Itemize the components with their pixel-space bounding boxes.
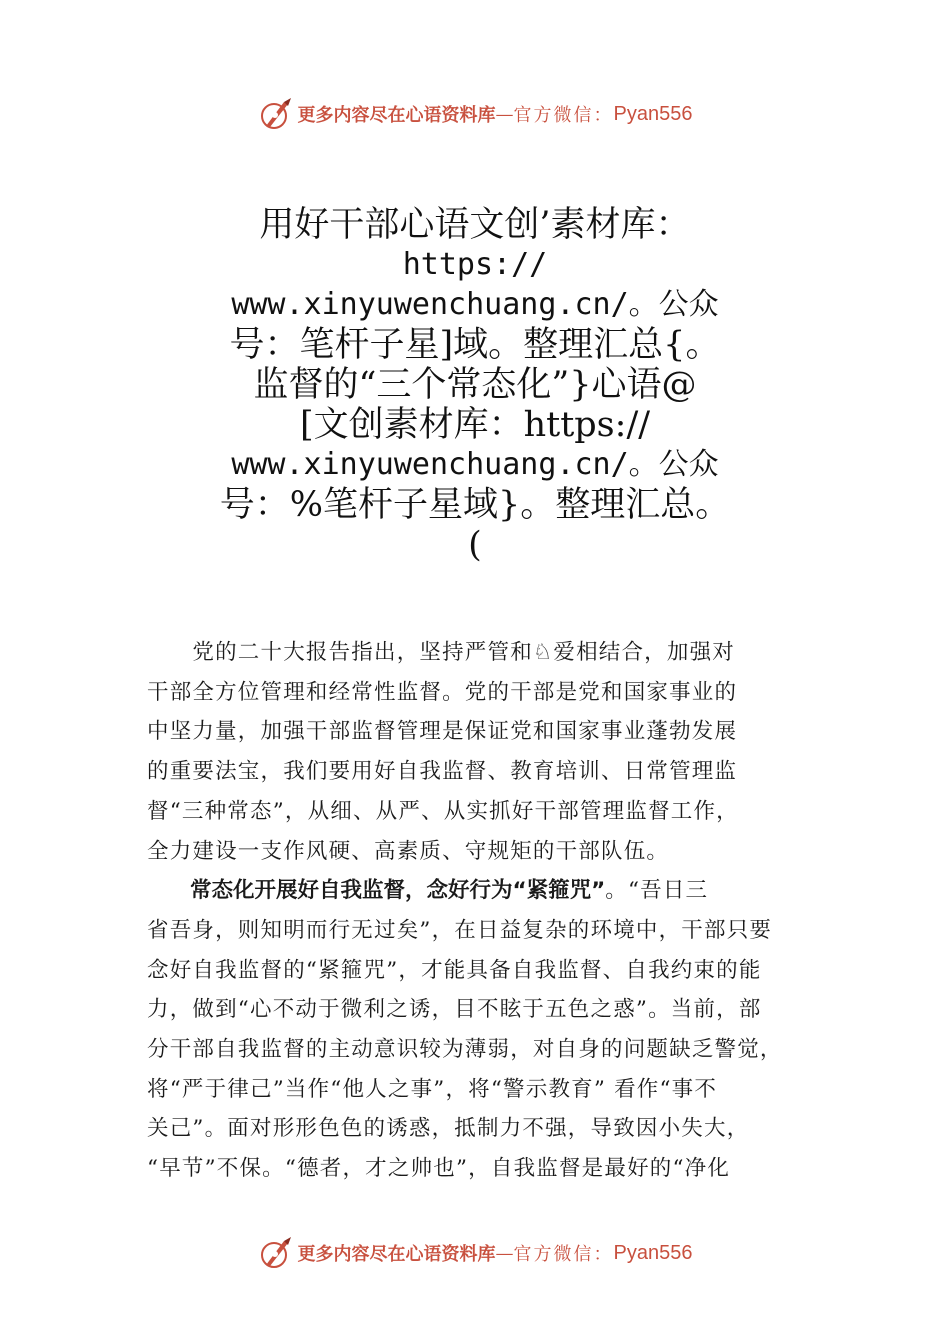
header-banner: [0, 92, 950, 136]
body-line: 党的二十大报告指出，坚持严管和♘爱相结合，加强对: [147, 640, 735, 665]
body-line: 中坚力量，加强干部监督管理是保证党和国家事业蓬勃发展: [147, 719, 738, 745]
footer-banner: [0, 1231, 950, 1275]
body-line: 力，做到“心不动于微利之诱，目不眩于五色之惑”。当前，部: [147, 997, 762, 1023]
body-line: “早节”不保。“德者，才之帅也”，自我监督是最好的“净化: [147, 1156, 731, 1182]
document-body: [147, 633, 817, 1189]
quill-pen-logo-icon: [258, 96, 294, 132]
quill-pen-logo-icon: [258, 1235, 294, 1271]
footer-wechat-id: Pyan556: [613, 1241, 693, 1264]
title-line: [文创素材库：https://: [299, 405, 651, 445]
title-line: www.xinyuwenchuang.cn/。公众: [231, 287, 719, 322]
footer-wechat-label: 官方微信：: [513, 1244, 614, 1265]
title-line: 号：笔杆子星]域。整理汇总{。: [229, 325, 721, 365]
footer-dash: —: [495, 1242, 514, 1264]
body-line: 关己”。面对形形色色的诱惑，抵制力不强，导致因小失大，: [147, 1116, 750, 1142]
footer-brand-text: 更多内容尽在心语资料库: [297, 1244, 496, 1265]
document-title: [170, 205, 780, 565]
title-line: https://: [402, 247, 548, 282]
body-line: 将“严于律己”当作“他人之事”，将“警示教育” 看作“事不: [147, 1076, 718, 1102]
header-dash: —: [495, 103, 514, 125]
body-line: 干部全方位管理和经常性监督。党的干部是党和国家事业的: [147, 679, 738, 705]
body-line-rest: 。“吾日三: [605, 878, 709, 904]
title-line: 监督的“三个常态化”}心语@: [253, 365, 697, 405]
body-line: 念好自我监督的“紧箍咒”，才能具备自我监督、自我约束的能: [147, 957, 762, 983]
header-brand-text: 更多内容尽在心语资料库: [297, 105, 496, 126]
body-line: 分干部自我监督的主动意识较为薄弱，对自身的问题缺乏警觉，: [147, 1037, 783, 1063]
title-line: 用好干部心语文创’素材库：: [259, 205, 691, 245]
body-line: 省吾身，则知明而行无过矣”，在日益复杂的环境中，干部只要: [147, 917, 773, 943]
header-wechat-label: 官方微信：: [513, 105, 614, 126]
body-line: 全力建设一支作风硬、高素质、守规矩的干部队伍。: [147, 838, 670, 864]
header-wechat-id: Pyan556: [613, 102, 693, 125]
body-line: 督“三种常态”，从细、从严、从实抓好干部管理监督工作，: [147, 798, 739, 824]
body-line: [147, 871, 817, 911]
title-line: www.xinyuwenchuang.cn/。公众: [231, 447, 719, 482]
title-line: 号：%笔杆子星域}。整理汇总。: [219, 485, 731, 525]
title-line: (: [468, 525, 482, 565]
body-line: 的重要法宝，我们要用好自我监督、教育培训、日常管理监: [147, 759, 738, 785]
section-heading-bold: 常态化开展好自我监督，念好行为“紧箍咒”: [147, 878, 606, 904]
